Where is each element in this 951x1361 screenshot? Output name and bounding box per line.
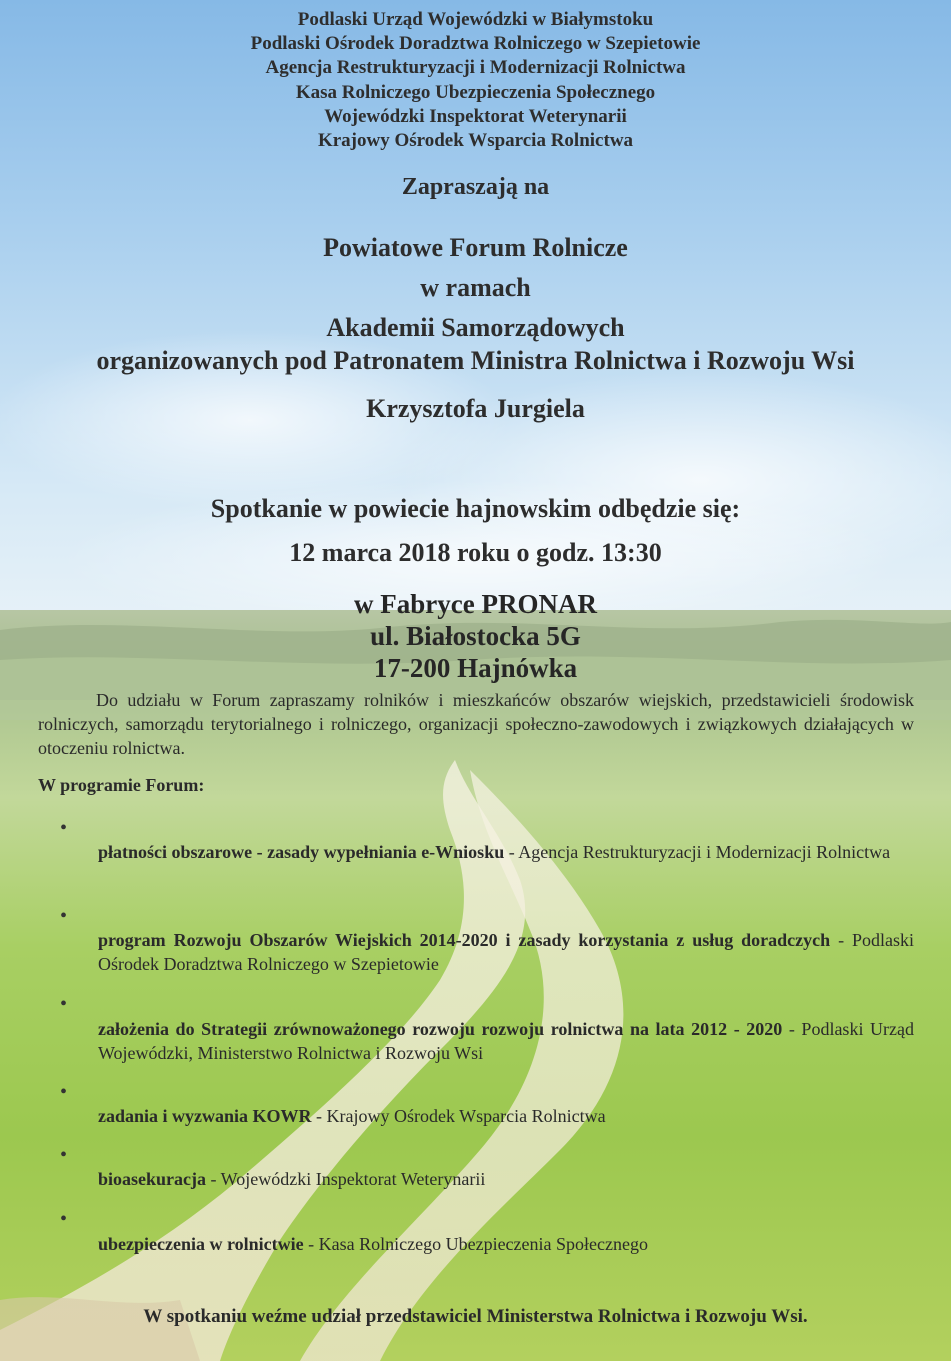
bullet-icon: •	[60, 1208, 68, 1230]
program-item	[98, 1104, 914, 1128]
organizer-name: Podlaski Ośrodek Doradztwa Rolniczego w Szepietowie	[250, 33, 701, 55]
program-item-presenter: - Agencja Restrukturyzacji i Modernizacji Rolnictwa	[504, 842, 891, 862]
program-item-topic: płatności obszarowe - zasady wypełniania e-Wniosku	[98, 842, 505, 862]
bullet-icon: •	[60, 1081, 68, 1103]
organizer-name: Agencja Restrukturyzacji i Modernizacji Rolnictwa	[265, 57, 686, 79]
organizer-name: Podlaski Urząd Wojewódzki w Białymstoku	[297, 9, 654, 30]
program-item-presenter: - Kasa Rolniczego Ubezpieczenia Społecznego	[303, 1234, 648, 1254]
venue-line: 17-200 Hajnówka	[373, 653, 578, 683]
program-item-presenter: - Podlaski Urząd Wojewódzki, Ministerstwo Rolnictwa i Rozwoju Wsi	[98, 1019, 914, 1063]
program-item-topic: założenia do Strategii zrównoważonego rozwoju rozwoju rolnictwa na lata 2012 - 2020	[98, 1019, 783, 1039]
bullet-icon: •	[60, 905, 68, 927]
organizer-name: Wojewódzki Inspektorat Weterynarii	[324, 105, 627, 127]
footer-note: W spotkaniu weźme udział przedstawiciel Ministerstwa Rolnictwa i Rozwoju Wsi.	[143, 1306, 808, 1327]
patronage-line: organizowanych pod Patronatem Ministra Rolnictwa i Rozwoju Wsi	[96, 346, 855, 375]
program-item	[98, 840, 914, 864]
event-title	[0, 228, 951, 348]
bullet-icon: •	[60, 817, 68, 839]
bullet-icon: •	[60, 993, 68, 1015]
event-title-line: Powiatowe Forum Rolnicze	[323, 233, 628, 262]
program-item-presenter: - Krajowy Ośrodek Wsparcia Rolnictwa	[311, 1106, 606, 1126]
program-item	[98, 1017, 914, 1065]
event-title-line: w ramach	[420, 273, 531, 302]
program-item-topic: ubezpieczenia w rolnictwie	[98, 1234, 304, 1254]
event-title-line: Akademii Samorządowych	[326, 313, 625, 342]
venue-line: ul. Białostocka 5G	[370, 621, 581, 651]
bullet-icon: •	[60, 1144, 68, 1166]
program-item-presenter: - Wojewódzki Inspektorat Weterynarii	[206, 1169, 486, 1189]
meeting-announcement: Spotkanie w powiecie hajnowskim odbędzie się:	[210, 494, 741, 523]
program-item-topic: program Rozwoju Obszarów Wiejskich 2014-2020 i zasady korzystania z usług doradczych	[98, 930, 831, 950]
program-item-presenter: - Podlaski Ośrodek Doradztwa Rolniczego w Szepietowie	[98, 930, 914, 974]
organizer-name: Krajowy Ośrodek Wsparcia Rolnictwa	[317, 130, 634, 152]
program-heading: W programie Forum:	[38, 775, 205, 795]
organizer-name: Kasa Rolniczego Ubezpieczenia Społecznego	[295, 81, 656, 103]
program-item-topic: zadania i wyzwania KOWR	[98, 1106, 312, 1126]
meeting-venue	[0, 588, 951, 684]
meeting-datetime: 12 marca 2018 roku o godz. 13:30	[289, 538, 662, 567]
organizers-list	[0, 8, 951, 153]
intro-paragraph: Do udziału w Forum zapraszamy rolników i mieszkańców obszarów wiejskich, przedstawicieli środowisk rolniczych, samorządu terytorialnego i rolniczego, organizacji społeczno-zawodowych i związkowych działających w otoczeniu rolnictwa.	[38, 690, 914, 758]
program-item-topic: bioasekuracja	[98, 1169, 206, 1189]
program-item	[98, 1232, 914, 1256]
venue-line: w Fabryce PRONAR	[354, 589, 597, 619]
minister-name: Krzysztofa Jurgiela	[366, 394, 585, 423]
program-item	[98, 928, 914, 976]
invite-heading: Zapraszają na	[401, 174, 550, 200]
program-item	[98, 1167, 914, 1191]
